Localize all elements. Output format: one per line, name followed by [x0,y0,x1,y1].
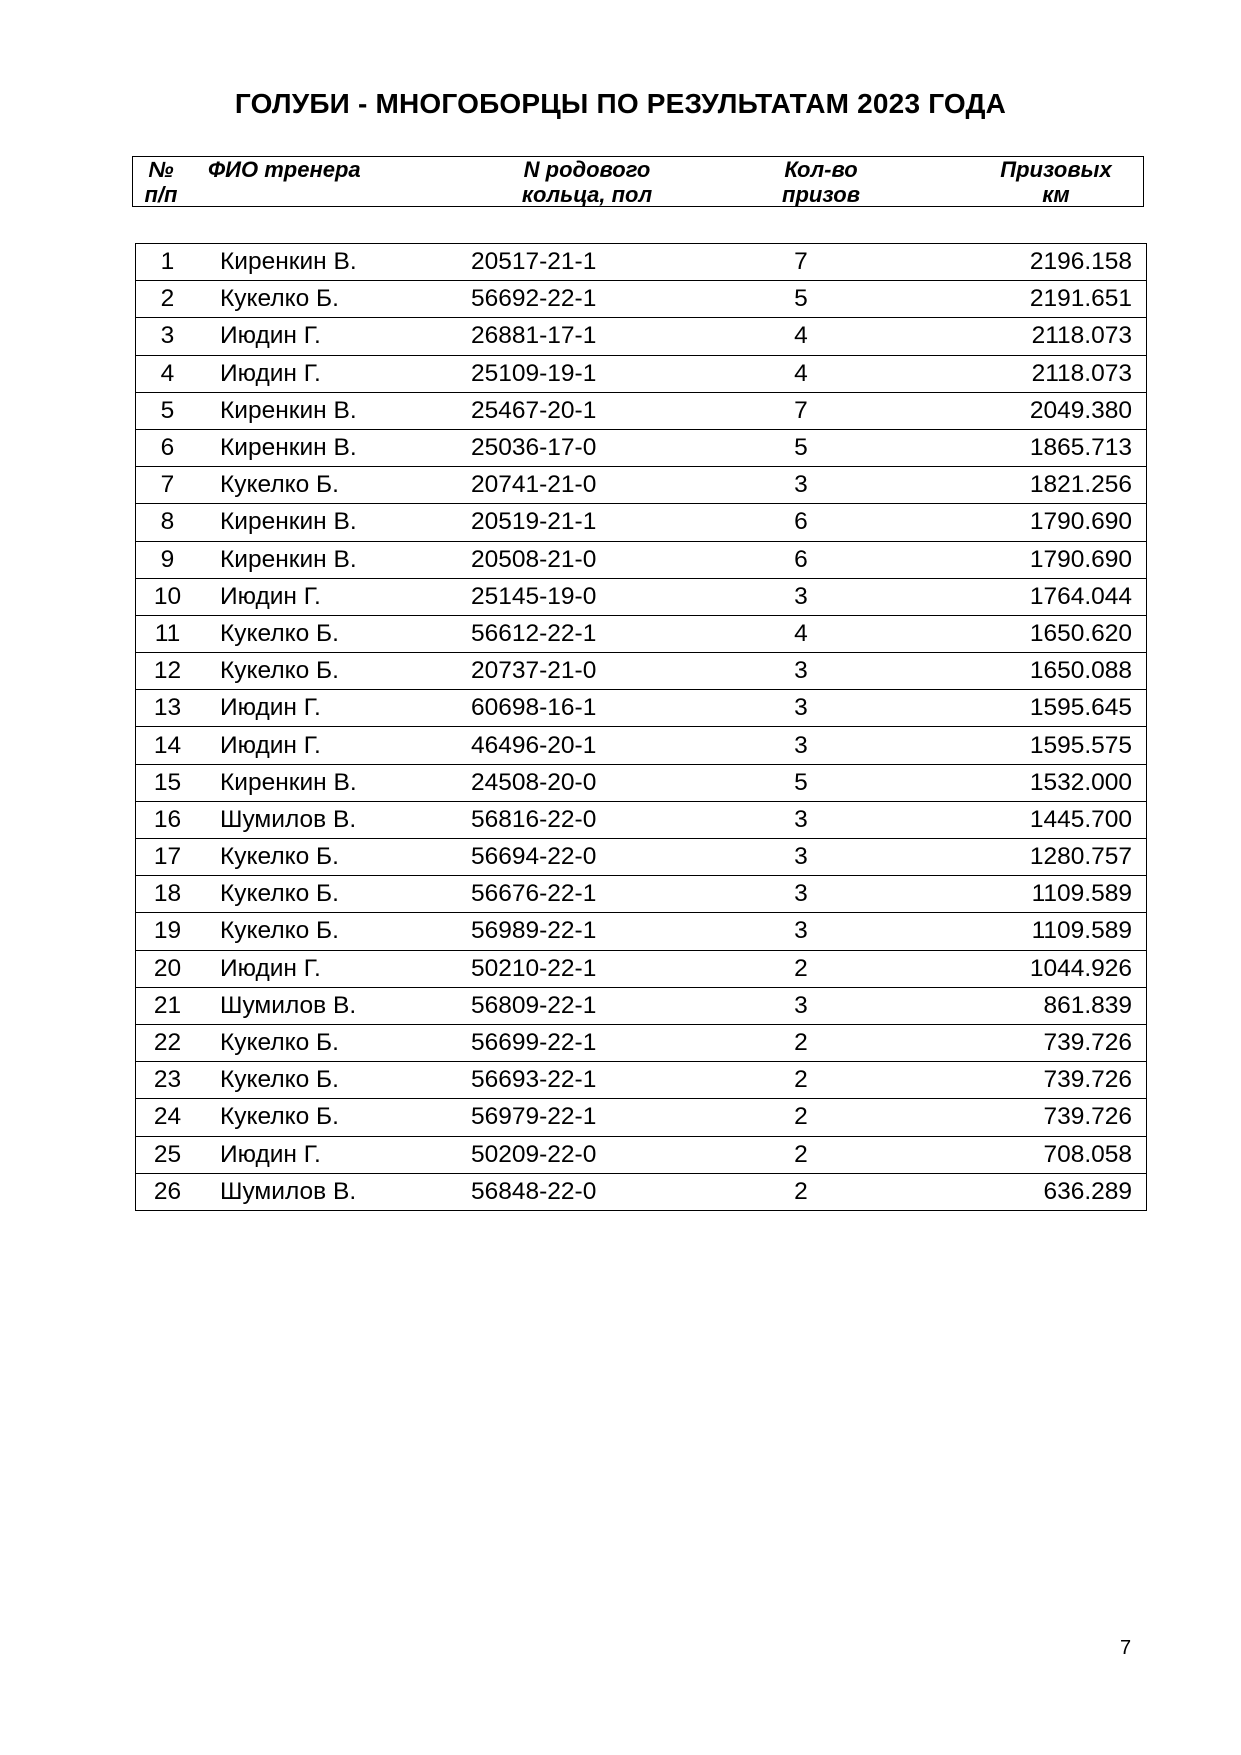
cell-trainer-name: Кукелко Б. [199,653,444,690]
cell-number: 13 [136,690,200,727]
table-row [136,1173,1147,1210]
cell-trainer-name: Кукелко Б. [199,1099,444,1136]
cell-number: 22 [136,1024,200,1061]
cell-ring-number: 56979-22-1 [444,1099,691,1136]
cell-number: 1 [136,244,200,281]
cell-number: 16 [136,801,200,838]
table-row [136,504,1147,541]
cell-prize-count: 2 [691,1062,911,1099]
cell-trainer-name: Кукелко Б. [199,615,444,652]
cell-trainer-name: Киренкин В. [199,541,444,578]
cell-ring-number: 50209-22-0 [444,1136,691,1173]
cell-ring-number: 56694-22-0 [444,839,691,876]
table-row [136,950,1147,987]
cell-prize-km: 708.058 [911,1136,1147,1173]
cell-prize-count: 3 [691,801,911,838]
cell-number: 14 [136,727,200,764]
cell-prize-km: 2049.380 [911,392,1147,429]
cell-prize-count: 5 [691,764,911,801]
cell-trainer-name: Киренкин В. [199,392,444,429]
cell-trainer-name: Шумилов В. [199,1173,444,1210]
cell-prize-km: 1790.690 [911,541,1147,578]
table-row [136,1136,1147,1173]
header-trainer-name: ФИО тренера [208,157,361,182]
cell-trainer-name: Июдин Г. [199,1136,444,1173]
cell-trainer-name: Кукелко Б. [199,876,444,913]
cell-number: 19 [136,913,200,950]
cell-prize-count: 3 [691,653,911,690]
cell-trainer-name: Июдин Г. [199,355,444,392]
cell-ring-number: 56809-22-1 [444,987,691,1024]
table-row [136,392,1147,429]
cell-prize-km: 2196.158 [911,244,1147,281]
cell-prize-count: 3 [691,727,911,764]
cell-prize-count: 4 [691,355,911,392]
cell-prize-count: 4 [691,615,911,652]
cell-number: 6 [136,429,200,466]
cell-ring-number: 20519-21-1 [444,504,691,541]
table-row [136,913,1147,950]
header-ring-number: N родового кольца, пол [521,157,653,207]
table-row [136,653,1147,690]
cell-prize-km: 636.289 [911,1173,1147,1210]
cell-prize-count: 3 [691,467,911,504]
cell-prize-count: 2 [691,1099,911,1136]
cell-trainer-name: Киренкин В. [199,244,444,281]
cell-ring-number: 26881-17-1 [444,318,691,355]
table-row [136,987,1147,1024]
cell-trainer-name: Шумилов В. [199,801,444,838]
cell-prize-count: 4 [691,318,911,355]
cell-prize-count: 2 [691,1136,911,1173]
cell-prize-count: 3 [691,913,911,950]
cell-trainer-name: Кукелко Б. [199,281,444,318]
cell-prize-km: 2191.651 [911,281,1147,318]
cell-ring-number: 20517-21-1 [444,244,691,281]
cell-ring-number: 56699-22-1 [444,1024,691,1061]
cell-ring-number: 20508-21-0 [444,541,691,578]
table-row [136,281,1147,318]
cell-number: 24 [136,1099,200,1136]
cell-ring-number: 56612-22-1 [444,615,691,652]
cell-prize-km: 1764.044 [911,578,1147,615]
cell-ring-number: 25145-19-0 [444,578,691,615]
cell-ring-number: 56692-22-1 [444,281,691,318]
cell-prize-km: 1044.926 [911,950,1147,987]
cell-prize-km: 1445.700 [911,801,1147,838]
cell-number: 10 [136,578,200,615]
cell-prize-count: 7 [691,244,911,281]
cell-number: 20 [136,950,200,987]
cell-number: 21 [136,987,200,1024]
cell-number: 17 [136,839,200,876]
table-row [136,244,1147,281]
cell-number: 12 [136,653,200,690]
header-number: № п/п [144,157,178,207]
table-row [136,764,1147,801]
cell-prize-km: 1280.757 [911,839,1147,876]
cell-prize-km: 1109.589 [911,876,1147,913]
cell-number: 3 [136,318,200,355]
page-title: ГОЛУБИ - МНОГОБОРЦЫ ПО РЕЗУЛЬТАТАМ 2023 ГОДА [234,88,1007,119]
cell-ring-number: 56989-22-1 [444,913,691,950]
cell-number: 4 [136,355,200,392]
cell-prize-count: 2 [691,1173,911,1210]
table-row [136,541,1147,578]
cell-ring-number: 25467-20-1 [444,392,691,429]
table-row [136,467,1147,504]
cell-prize-count: 6 [691,541,911,578]
table-row [136,839,1147,876]
cell-prize-km: 2118.073 [911,318,1147,355]
cell-ring-number: 20737-21-0 [444,653,691,690]
cell-prize-count: 3 [691,578,911,615]
cell-prize-km: 739.726 [911,1024,1147,1061]
table-row [136,1024,1147,1061]
cell-ring-number: 46496-20-1 [444,727,691,764]
cell-ring-number: 56676-22-1 [444,876,691,913]
table-header [132,156,1144,207]
table-row [136,355,1147,392]
table-row [136,1062,1147,1099]
cell-ring-number: 20741-21-0 [444,467,691,504]
cell-prize-km: 1650.088 [911,653,1147,690]
cell-prize-km: 861.839 [911,987,1147,1024]
cell-ring-number: 56848-22-0 [444,1173,691,1210]
cell-ring-number: 24508-20-0 [444,764,691,801]
table-row [136,801,1147,838]
table-row [136,876,1147,913]
cell-number: 11 [136,615,200,652]
header-prize-count: Кол-во призов [782,157,860,207]
cell-trainer-name: Кукелко Б. [199,1062,444,1099]
cell-prize-km: 1532.000 [911,764,1147,801]
cell-trainer-name: Киренкин В. [199,764,444,801]
cell-ring-number: 60698-16-1 [444,690,691,727]
cell-ring-number: 56693-22-1 [444,1062,691,1099]
cell-number: 2 [136,281,200,318]
table-row [136,615,1147,652]
cell-number: 9 [136,541,200,578]
cell-prize-km: 739.726 [911,1062,1147,1099]
cell-prize-km: 2118.073 [911,355,1147,392]
cell-ring-number: 25109-19-1 [444,355,691,392]
cell-trainer-name: Июдин Г. [199,690,444,727]
cell-ring-number: 50210-22-1 [444,950,691,987]
cell-trainer-name: Кукелко Б. [199,913,444,950]
cell-trainer-name: Кукелко Б. [199,467,444,504]
cell-trainer-name: Июдин Г. [199,578,444,615]
header-prize-km: Призовых км [1000,157,1112,207]
cell-number: 18 [136,876,200,913]
cell-number: 26 [136,1173,200,1210]
cell-number: 5 [136,392,200,429]
cell-trainer-name: Июдин Г. [199,727,444,764]
table-row [136,1099,1147,1136]
cell-trainer-name: Июдин Г. [199,950,444,987]
cell-prize-count: 6 [691,504,911,541]
table-row [136,727,1147,764]
cell-prize-km: 1821.256 [911,467,1147,504]
cell-prize-km: 739.726 [911,1099,1147,1136]
table-row [136,690,1147,727]
table-row [136,578,1147,615]
cell-prize-count: 3 [691,987,911,1024]
cell-prize-km: 1865.713 [911,429,1147,466]
cell-prize-count: 5 [691,429,911,466]
cell-prize-count: 3 [691,839,911,876]
cell-number: 7 [136,467,200,504]
cell-trainer-name: Кукелко Б. [199,839,444,876]
cell-prize-count: 3 [691,876,911,913]
table-row [136,318,1147,355]
page-number: 7 [1120,1637,1132,1659]
cell-trainer-name: Шумилов В. [199,987,444,1024]
cell-prize-count: 5 [691,281,911,318]
cell-prize-km: 1650.620 [911,615,1147,652]
cell-prize-count: 3 [691,690,911,727]
cell-trainer-name: Киренкин В. [199,429,444,466]
table-row [136,429,1147,466]
cell-number: 15 [136,764,200,801]
cell-ring-number: 25036-17-0 [444,429,691,466]
cell-number: 8 [136,504,200,541]
results-table [135,243,1147,1211]
cell-prize-km: 1109.589 [911,913,1147,950]
cell-number: 25 [136,1136,200,1173]
cell-prize-count: 7 [691,392,911,429]
cell-prize-km: 1595.645 [911,690,1147,727]
cell-ring-number: 56816-22-0 [444,801,691,838]
cell-prize-km: 1595.575 [911,727,1147,764]
cell-trainer-name: Июдин Г. [199,318,444,355]
cell-prize-count: 2 [691,950,911,987]
cell-trainer-name: Кукелко Б. [199,1024,444,1061]
cell-number: 23 [136,1062,200,1099]
cell-trainer-name: Киренкин В. [199,504,444,541]
cell-prize-count: 2 [691,1024,911,1061]
results-table-body [136,244,1147,1211]
cell-prize-km: 1790.690 [911,504,1147,541]
